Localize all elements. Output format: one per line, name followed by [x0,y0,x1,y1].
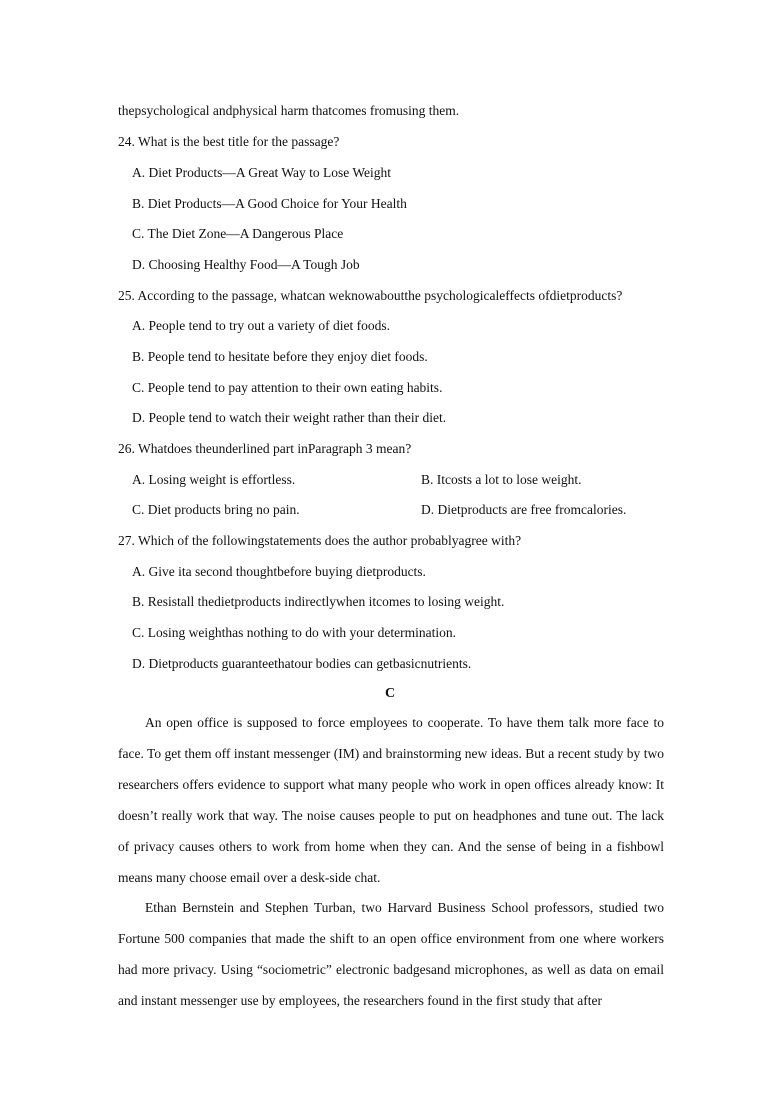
question-25-option-a: A. People tend to try out a variety of diet foods. [132,318,390,333]
question-27-stem: 27. Which of the followingstatements does the author probablyagree with? [118,533,522,548]
question-24-option-b: B. Diet Products—A Good Choice for Your Health [132,196,407,211]
question-26-option-d: D. Dietproducts are free fromcalories. [421,502,627,517]
question-26-option-c: C. Diet products bring no pain. [132,502,300,517]
question-26-option-a: A. Losing weight is effortless. [132,472,296,487]
passage-paragraph-1: An open office is supposed to force employees to cooperate. To have them talk more face to face. To get them off instant messenger (IM) and brainstorming new ideas. But a recent study by two researchers offers evidence to support what many people who work in open offices already know: It doesn’t really work that way. The noise causes people to put on headphones and tune out. The lack of privacy causes others to work from home when they can. And the sense of being in a fishbowl means many choose email over a desk-side chat. [118,715,664,885]
question-25-option-b: B. People tend to hesitate before they enjoy diet foods. [132,349,428,364]
question-27-option-d: D. Dietproducts guaranteethatour bodies can getbasicnutrients. [132,656,472,671]
question-27-option-c: C. Losing weighthas nothing to do with your determination. [132,625,456,640]
question-24-option-a: A. Diet Products—A Great Way to Lose Weight [132,165,392,180]
intro-line: thepsychological andphysical harm thatcomes fromusing them. [118,103,460,118]
question-25-option-c: C. People tend to pay attention to their own eating habits. [132,380,443,395]
question-27-option-b: B. Resistall thedietproducts indirectlywhen itcomes to losing weight. [132,594,505,609]
question-25-option-d: D. People tend to watch their weight rather than their diet. [132,410,447,425]
passage-paragraph-2: Ethan Bernstein and Stephen Turban, two Harvard Business School professors, studied two Fortune 500 companies that made the shift to an open office environment from one where workers had more privacy. Using “sociometric” electronic badgesand microphones, as well as data on email and instant messenger use by employees, the researchers found in the first study that after [118,900,664,1008]
section-heading: C [384,686,396,701]
question-26-option-b: B. Itcosts a lot to lose weight. [421,472,582,487]
question-25-stem: 25. According to the passage, whatcan weknowaboutthe psychologicaleffects ofdietproducts? [118,288,623,303]
question-26-stem: 26. Whatdoes theunderlined part inParagraph 3 mean? [118,441,412,456]
question-24-option-d: D. Choosing Healthy Food—A Tough Job [132,257,360,272]
question-24-option-c: C. The Diet Zone—A Dangerous Place [132,226,344,241]
question-27-option-a: A. Give ita second thoughtbefore buying dietproducts. [132,564,426,579]
question-24-stem: 24. What is the best title for the passage? [118,134,340,149]
